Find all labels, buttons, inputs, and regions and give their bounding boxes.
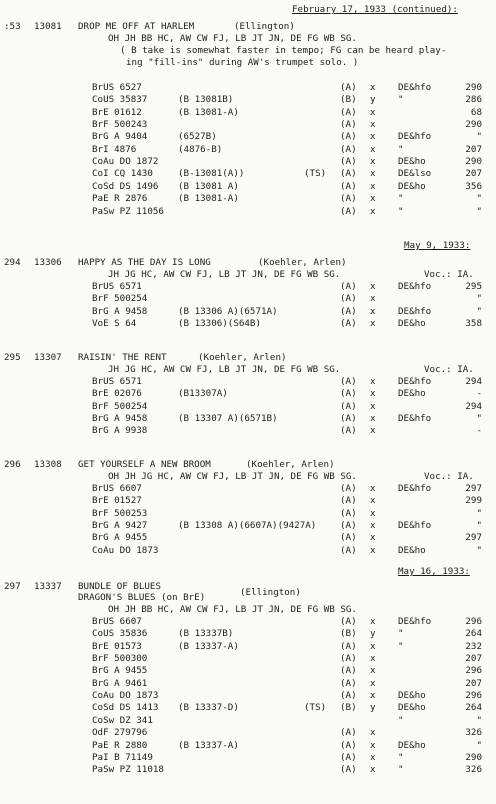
issue-take: (B) <box>340 702 357 714</box>
issue-page: 295 <box>465 281 482 292</box>
issue-mark: x <box>370 106 376 118</box>
issue-mark: x <box>370 193 376 205</box>
issue-label: CoUS 35836 <box>92 628 148 640</box>
issue-label: BrG A 9404 <box>92 131 148 143</box>
issue-coupling: " <box>398 764 404 776</box>
issue-take: (A) <box>340 507 357 519</box>
issue-take: (A) <box>340 739 357 751</box>
issue-page: 207 <box>465 143 482 155</box>
issue-label: BrF 500254 <box>92 293 148 305</box>
issue-label: BrUS 6571 <box>92 281 142 292</box>
issue-matrix-ref: (B 13337B) <box>178 628 234 640</box>
issue-coupling: " <box>398 640 404 652</box>
issue-page: 290 <box>465 119 482 131</box>
issue-take: (A) <box>340 106 357 118</box>
issue-page: - <box>476 388 482 400</box>
personnel-line: JH JG HC, AW CW FJ, LB JT JN, DE FG WB SG. <box>108 269 341 280</box>
issue-mark: x <box>370 143 376 155</box>
issue-label: CoAu DO 1873 <box>92 544 159 556</box>
issue-mark: x <box>370 168 376 180</box>
issue-mark: x <box>370 305 376 317</box>
issue-label: BrF 500253 <box>92 507 148 519</box>
issue-page: 207 <box>465 168 482 180</box>
issue-take: (A) <box>340 520 357 532</box>
issue-label: CoAu DO 1872 <box>92 156 159 168</box>
issue-mark: x <box>370 690 376 702</box>
issue-coupling: DE&ho <box>398 156 426 168</box>
issue-mark: x <box>370 653 376 665</box>
issue-page: 290 <box>465 82 482 93</box>
issue-page: 294 <box>465 400 482 412</box>
issue-mark: x <box>370 495 376 507</box>
matrix-number: 13081 <box>34 21 62 32</box>
issue-page: 207 <box>465 653 482 665</box>
issue-label: BrG A 9455 <box>92 532 148 544</box>
recording-number: 294 <box>4 257 21 268</box>
issue-take: (A) <box>340 293 357 305</box>
issue-take: (A) <box>340 727 357 739</box>
issue-coupling: DE&ho <box>398 318 426 330</box>
issue-take: (A) <box>340 143 357 155</box>
issue-coupling: DE&hfo <box>398 376 432 387</box>
issue-mark: x <box>370 520 376 532</box>
issue-mark: x <box>370 119 376 131</box>
note-line: ( B take is somewhat faster in tempo; FG can be heard play- <box>120 45 447 56</box>
issue-matrix-ref: (B 13307 A)(6571B) <box>178 413 278 425</box>
issue-coupling: DE&hfo <box>398 413 432 425</box>
recording-number: 297 <box>4 581 21 592</box>
issue-mark: x <box>370 640 376 652</box>
issue-page: 290 <box>465 751 482 763</box>
issue-take: (A) <box>340 640 357 652</box>
issue-page: " <box>476 507 482 519</box>
issue-page: 326 <box>465 764 482 776</box>
issue-coupling: " <box>398 628 404 640</box>
issue-mark: x <box>370 205 376 217</box>
issue-page: " <box>476 714 482 726</box>
issue-page: 356 <box>465 180 482 192</box>
recording-number: 295 <box>4 352 21 363</box>
issue-take: (A) <box>340 425 357 437</box>
note-line: ing "fill-ins" during AW's trumpet solo. ) <box>126 57 359 68</box>
issue-label: BrF 500254 <box>92 400 148 412</box>
issue-matrix-ref: (B 13081 A) <box>178 180 239 192</box>
recording-alt-title: DRAGON'S BLUES (on BrE) <box>78 592 206 603</box>
issue-label: BrUS 6607 <box>92 483 142 494</box>
issue-coupling: DE&ho <box>398 180 426 192</box>
recording-composer: (Koehler, Arlen) <box>246 459 335 470</box>
issue-page: 358 <box>465 318 482 330</box>
issue-coupling: " <box>398 94 404 106</box>
issue-label: BrG A 9461 <box>92 677 148 689</box>
recording-title: RAISIN' THE RENT <box>78 352 167 363</box>
issue-mark: x <box>370 376 376 387</box>
issue-label: BrF 500243 <box>92 119 148 131</box>
recording-composer: (Ellington) <box>234 21 295 32</box>
issue-matrix-ref: (B 13337-A) <box>178 739 239 751</box>
issue-coupling: DE&hfo <box>398 281 432 292</box>
issue-mark: x <box>370 156 376 168</box>
issue-take: (B) <box>340 94 357 106</box>
issue-coupling: DE&ho <box>398 702 426 714</box>
issue-take: (A) <box>340 544 357 556</box>
issue-take: (A) <box>340 690 357 702</box>
issue-label: OdF 279796 <box>92 727 148 739</box>
issue-page: 264 <box>465 628 482 640</box>
issue-take: (A) <box>340 413 357 425</box>
issue-page: 294 <box>465 376 482 387</box>
issue-take: (A) <box>340 532 357 544</box>
issue-mark: x <box>370 483 376 494</box>
issue-take: (A) <box>340 677 357 689</box>
issue-coupling: DE&ho <box>398 544 426 556</box>
issue-label: PaSw PZ 11056 <box>92 205 164 217</box>
issue-mark: x <box>370 665 376 677</box>
issue-mark: y <box>370 702 376 714</box>
issue-label: BrUS 6527 <box>92 82 142 93</box>
issue-label: PaSw PZ 11018 <box>92 764 164 776</box>
issue-take: (A) <box>340 483 357 494</box>
personnel-line: OH JH BB HC, AW CW FJ, LB JT JN, DE FG WB SG. <box>108 604 357 615</box>
issue-mark: x <box>370 532 376 544</box>
issue-coupling: " <box>398 751 404 763</box>
issue-mark: x <box>370 616 376 627</box>
matrix-number: 13307 <box>34 352 62 363</box>
issue-take: (A) <box>340 131 357 143</box>
issue-coupling: " <box>398 193 404 205</box>
issue-mark: y <box>370 628 376 640</box>
issue-page: 296 <box>465 616 482 627</box>
issue-mark: x <box>370 293 376 305</box>
issue-matrix-ref: (6527B) <box>178 131 217 143</box>
issue-page: 297 <box>465 483 482 494</box>
issue-label: BrF 500300 <box>92 653 148 665</box>
matrix-number: 13308 <box>34 459 62 470</box>
issue-page: 207 <box>465 677 482 689</box>
issue-coupling: " <box>398 205 404 217</box>
issue-mark: x <box>370 727 376 739</box>
issue-matrix-ref: (B 13308 A)(6607A)(9427A) <box>178 520 317 532</box>
issue-mark: x <box>370 318 376 330</box>
matrix-number: 13306 <box>34 257 62 268</box>
issue-label: PaE R 2880 <box>92 739 148 751</box>
recording-title: DROP ME OFF AT HARLEM <box>78 21 195 32</box>
vocal-credit: Voc.: IA. <box>424 269 474 280</box>
issue-label: CoSw DZ 341 <box>92 714 153 726</box>
issue-take: (A) <box>340 665 357 677</box>
issue-matrix-ref: (B 13081-A) <box>178 193 239 205</box>
issue-take: (A) <box>340 616 357 627</box>
issue-label: BrUS 6571 <box>92 376 142 387</box>
issue-matrix-ref: (B 13081B) <box>178 94 234 106</box>
issue-label: BrG A 9458 <box>92 413 148 425</box>
issue-coupling: DE&hfo <box>398 483 432 494</box>
issue-label: CoAu DO 1873 <box>92 690 159 702</box>
issue-page: 297 <box>465 532 482 544</box>
issue-matrix-ref: (B 13306 A)(6571A) <box>178 305 278 317</box>
issue-page: 264 <box>465 702 482 714</box>
issue-page: " <box>476 413 482 425</box>
issue-coupling: " <box>398 714 404 726</box>
issue-ts: (TS) <box>304 702 327 714</box>
recording-composer: (Koehler, Arlen) <box>258 257 347 268</box>
recording-number: 296 <box>4 459 21 470</box>
issue-label: CoI CQ 1430 <box>92 168 153 180</box>
issue-mark: x <box>370 507 376 519</box>
issue-label: BrE 01527 <box>92 495 142 507</box>
issue-mark: x <box>370 677 376 689</box>
personnel-line: OH JH JG HC, AW CW FJ, LB JT JN, DE FG WB SG. <box>108 471 357 482</box>
issue-page: " <box>476 739 482 751</box>
issue-coupling: DE&hfo <box>398 520 432 532</box>
issue-take: (A) <box>340 281 357 292</box>
session-date-may-9: May 9, 1933: <box>404 240 471 251</box>
issue-matrix-ref: (B13307A) <box>178 388 228 400</box>
issue-page: " <box>476 193 482 205</box>
issue-coupling: DE&ho <box>398 388 426 400</box>
issue-mark: x <box>370 739 376 751</box>
issue-take: (A) <box>340 653 357 665</box>
issue-take: (A) <box>340 119 357 131</box>
issue-matrix-ref: (B 13306)(S64B) <box>178 318 261 330</box>
issue-page: " <box>476 205 482 217</box>
issue-take: (A) <box>340 764 357 776</box>
issue-page: 296 <box>465 665 482 677</box>
issue-label: BrE 01573 <box>92 640 142 652</box>
issue-coupling: DE&hfo <box>398 82 432 93</box>
issue-page: 286 <box>465 94 482 106</box>
issue-coupling: DE&hfo <box>398 305 432 317</box>
issue-page: - <box>476 425 482 437</box>
issue-label: VoE S 64 <box>92 318 137 330</box>
issue-take: (A) <box>340 168 357 180</box>
issue-mark: x <box>370 751 376 763</box>
issue-mark: x <box>370 281 376 292</box>
issue-matrix-ref: (4876-B) <box>178 143 223 155</box>
issue-ts: (TS) <box>304 168 327 180</box>
issue-mark: x <box>370 544 376 556</box>
issue-page: 290 <box>465 156 482 168</box>
issue-mark: y <box>370 94 376 106</box>
issue-coupling: DE&ho <box>398 690 426 702</box>
recording-title: BUNDLE OF BLUES <box>78 581 161 592</box>
issue-take: (A) <box>340 495 357 507</box>
issue-mark: x <box>370 131 376 143</box>
issue-page: " <box>476 544 482 556</box>
issue-mark: x <box>370 400 376 412</box>
issue-take: (A) <box>340 305 357 317</box>
issue-page: " <box>476 131 482 143</box>
recording-title: GET YOURSELF A NEW BROOM <box>78 459 211 470</box>
issue-label: BrG A 9938 <box>92 425 148 437</box>
vocal-credit: Voc.: IA. <box>424 364 474 375</box>
issue-mark: x <box>370 764 376 776</box>
issue-page: " <box>476 305 482 317</box>
issue-matrix-ref: (B 13337-D) <box>178 702 239 714</box>
issue-label: BrG A 9458 <box>92 305 148 317</box>
issue-label: BrUS 6607 <box>92 616 142 627</box>
issue-label: BrG A 9455 <box>92 665 148 677</box>
issue-label: BrE 01612 <box>92 106 142 118</box>
recording-title: HAPPY AS THE DAY IS LONG <box>78 257 211 268</box>
issue-page: " <box>476 293 482 305</box>
issue-take: (B) <box>340 628 357 640</box>
issue-take: (A) <box>340 318 357 330</box>
issue-label: BrG A 9427 <box>92 520 148 532</box>
issue-page: 299 <box>465 495 482 507</box>
issue-label: PaI B 71149 <box>92 751 153 763</box>
issue-matrix-ref: (B-13081(A)) <box>178 168 245 180</box>
issue-page: " <box>476 520 482 532</box>
session-date-may-16: May 16, 1933: <box>398 566 470 577</box>
issue-label: PaE R 2876 <box>92 193 148 205</box>
recording-composer: (Ellington) <box>240 587 301 598</box>
issue-take: (A) <box>340 400 357 412</box>
issue-take: (A) <box>340 205 357 217</box>
issue-take: (A) <box>340 156 357 168</box>
personnel-line: OH JH BB HC, AW CW FJ, LB JT JN, DE FG WB SG. <box>108 33 357 44</box>
personnel-line: JH JG HC, AW CW FJ, LB JT JN, DE FG WB SG. <box>108 364 341 375</box>
session-date-feb-17: February 17, 1933 (continued): <box>292 4 458 15</box>
recording-number: :53 <box>4 21 21 32</box>
issue-take: (A) <box>340 388 357 400</box>
issue-matrix-ref: (B 13337-A) <box>178 640 239 652</box>
issue-take: (A) <box>340 180 357 192</box>
issue-label: BrI 4876 <box>92 143 137 155</box>
issue-mark: x <box>370 388 376 400</box>
issue-page: 326 <box>465 727 482 739</box>
issue-label: BrE 02076 <box>92 388 142 400</box>
issue-label: CoUS 35837 <box>92 94 148 106</box>
issue-take: (A) <box>340 193 357 205</box>
issue-take: (A) <box>340 376 357 387</box>
vocal-credit: Voc.: IA. <box>424 471 474 482</box>
issue-take: (A) <box>340 751 357 763</box>
issue-mark: x <box>370 413 376 425</box>
matrix-number: 13337 <box>34 581 62 592</box>
issue-coupling: DE&hfo <box>398 131 432 143</box>
issue-take: (A) <box>340 82 357 93</box>
issue-coupling: DE&ho <box>398 739 426 751</box>
issue-coupling: DE&hfo <box>398 616 432 627</box>
issue-coupling: " <box>398 143 404 155</box>
issue-page: 232 <box>465 640 482 652</box>
issue-label: CoSd DS 1413 <box>92 702 159 714</box>
issue-mark: x <box>370 425 376 437</box>
issue-mark: x <box>370 180 376 192</box>
issue-matrix-ref: (B 13081-A) <box>178 106 239 118</box>
issue-page: 68 <box>470 106 482 118</box>
issue-mark: x <box>370 82 376 93</box>
issue-coupling: DE&lso <box>398 168 432 180</box>
issue-page: 296 <box>465 690 482 702</box>
issue-label: CoSd DS 1496 <box>92 180 159 192</box>
recording-composer: (Koehler, Arlen) <box>198 352 287 363</box>
